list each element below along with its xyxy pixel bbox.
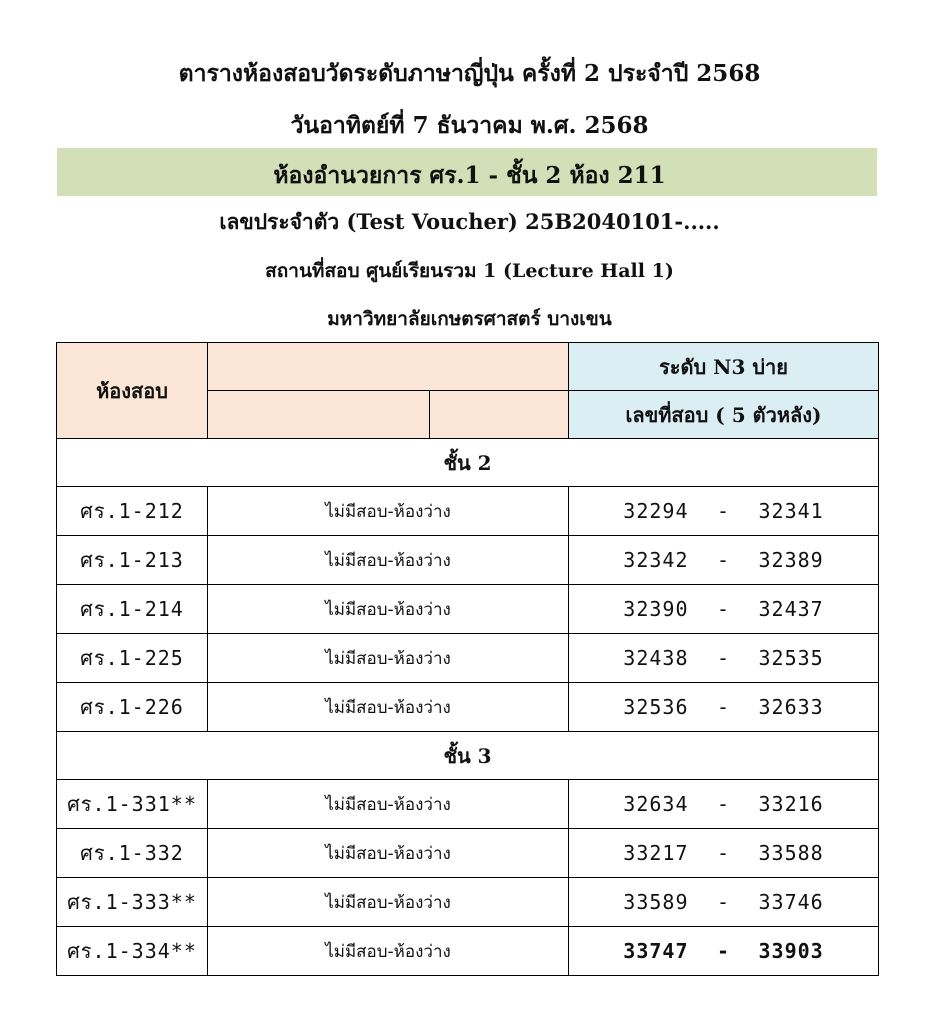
test-voucher: เลขประจำตัว (Test Voucher) 25B2040101-..... bbox=[219, 209, 720, 234]
number-range bbox=[569, 536, 879, 585]
table-row bbox=[57, 829, 879, 878]
range-end: 32389 bbox=[758, 548, 824, 572]
range-separator: - bbox=[716, 841, 731, 865]
range-end: 33746 bbox=[758, 890, 824, 914]
range-separator: - bbox=[716, 792, 731, 816]
room-status: ไม่มีสอบ-ห้องว่าง bbox=[208, 927, 569, 976]
range-separator: - bbox=[716, 597, 731, 621]
room-status: ไม่มีสอบ-ห้องว่าง bbox=[208, 683, 569, 732]
room-status: ไม่มีสอบ-ห้องว่าง bbox=[208, 829, 569, 878]
room-code: ศร.1-214 bbox=[57, 585, 208, 634]
range-start: 32342 bbox=[623, 548, 689, 572]
table-row bbox=[57, 634, 879, 683]
exam-date: วันอาทิตย์ที่ 7 ธันวาคม พ.ศ. 2568 bbox=[290, 112, 649, 139]
table-row bbox=[57, 683, 879, 732]
room-code: ศร.1-225 bbox=[57, 634, 208, 683]
range-end: 32535 bbox=[758, 646, 824, 670]
number-range bbox=[569, 878, 879, 927]
range-end: 32341 bbox=[758, 499, 824, 523]
header-level: ระดับ N3 บ่าย bbox=[569, 343, 879, 391]
range-end: 32437 bbox=[758, 597, 824, 621]
range-start: 33217 bbox=[623, 841, 689, 865]
room-code: ศร.1-332 bbox=[57, 829, 208, 878]
table-row bbox=[57, 927, 879, 976]
room-code: ศร.1-334** bbox=[57, 927, 208, 976]
exam-venue: สถานที่สอบ ศูนย์เรียนรวม 1 (Lecture Hall 1) bbox=[265, 260, 674, 282]
header-blank-top bbox=[208, 343, 569, 391]
range-end: 32633 bbox=[758, 695, 824, 719]
range-start: 33747 bbox=[623, 939, 689, 963]
range-end: 33588 bbox=[758, 841, 824, 865]
room-status: ไม่มีสอบ-ห้องว่าง bbox=[208, 878, 569, 927]
header-blank-right bbox=[430, 391, 569, 439]
room-status: ไม่มีสอบ-ห้องว่าง bbox=[208, 585, 569, 634]
floor-label: ชั้น 2 bbox=[57, 439, 879, 487]
range-separator: - bbox=[716, 646, 731, 670]
page-title: ตารางห้องสอบวัดระดับภาษาญี่ปุ่น ครั้งที่ 2 ประจำปี 2568 bbox=[178, 60, 761, 87]
header-number: เลขที่สอบ ( 5 ตัวหลัง) bbox=[569, 391, 879, 439]
range-separator: - bbox=[716, 499, 731, 523]
number-range bbox=[569, 487, 879, 536]
range-start: 32390 bbox=[623, 597, 689, 621]
office-room: ห้องอำนวยการ ศร.1 - ชั้น 2 ห้อง 211 bbox=[273, 162, 666, 189]
number-range bbox=[569, 683, 879, 732]
room-status: ไม่มีสอบ-ห้องว่าง bbox=[208, 634, 569, 683]
room-code: ศร.1-212 bbox=[57, 487, 208, 536]
range-separator: - bbox=[716, 890, 731, 914]
number-range bbox=[569, 829, 879, 878]
range-start: 32536 bbox=[623, 695, 689, 719]
range-separator: - bbox=[716, 548, 731, 572]
room-status: ไม่มีสอบ-ห้องว่าง bbox=[208, 780, 569, 829]
floor-label: ชั้น 3 bbox=[57, 732, 879, 780]
header-blank-left bbox=[208, 391, 430, 439]
room-code: ศร.1-226 bbox=[57, 683, 208, 732]
university-name: มหาวิทยาลัยเกษตรศาสตร์ บางเขน bbox=[327, 308, 612, 330]
range-separator: - bbox=[716, 939, 731, 963]
range-start: 33589 bbox=[623, 890, 689, 914]
room-code: ศร.1-213 bbox=[57, 536, 208, 585]
room-status: ไม่มีสอบ-ห้องว่าง bbox=[208, 536, 569, 585]
range-separator: - bbox=[716, 695, 731, 719]
range-start: 32294 bbox=[623, 499, 689, 523]
range-end: 33216 bbox=[758, 792, 824, 816]
range-start: 32438 bbox=[623, 646, 689, 670]
table-row bbox=[57, 878, 879, 927]
number-range bbox=[569, 780, 879, 829]
range-start: 32634 bbox=[623, 792, 689, 816]
floor-row bbox=[57, 732, 879, 780]
table-row bbox=[57, 487, 879, 536]
room-code: ศร.1-331** bbox=[57, 780, 208, 829]
table-row bbox=[57, 780, 879, 829]
room-code: ศร.1-333** bbox=[57, 878, 208, 927]
number-range bbox=[569, 927, 879, 976]
room-status: ไม่มีสอบ-ห้องว่าง bbox=[208, 487, 569, 536]
number-range bbox=[569, 585, 879, 634]
number-range bbox=[569, 634, 879, 683]
range-end: 33903 bbox=[758, 939, 824, 963]
exam-room-table bbox=[56, 342, 879, 976]
header-room: ห้องสอบ bbox=[57, 343, 208, 439]
table-row bbox=[57, 536, 879, 585]
table-row bbox=[57, 585, 879, 634]
floor-row bbox=[57, 439, 879, 487]
